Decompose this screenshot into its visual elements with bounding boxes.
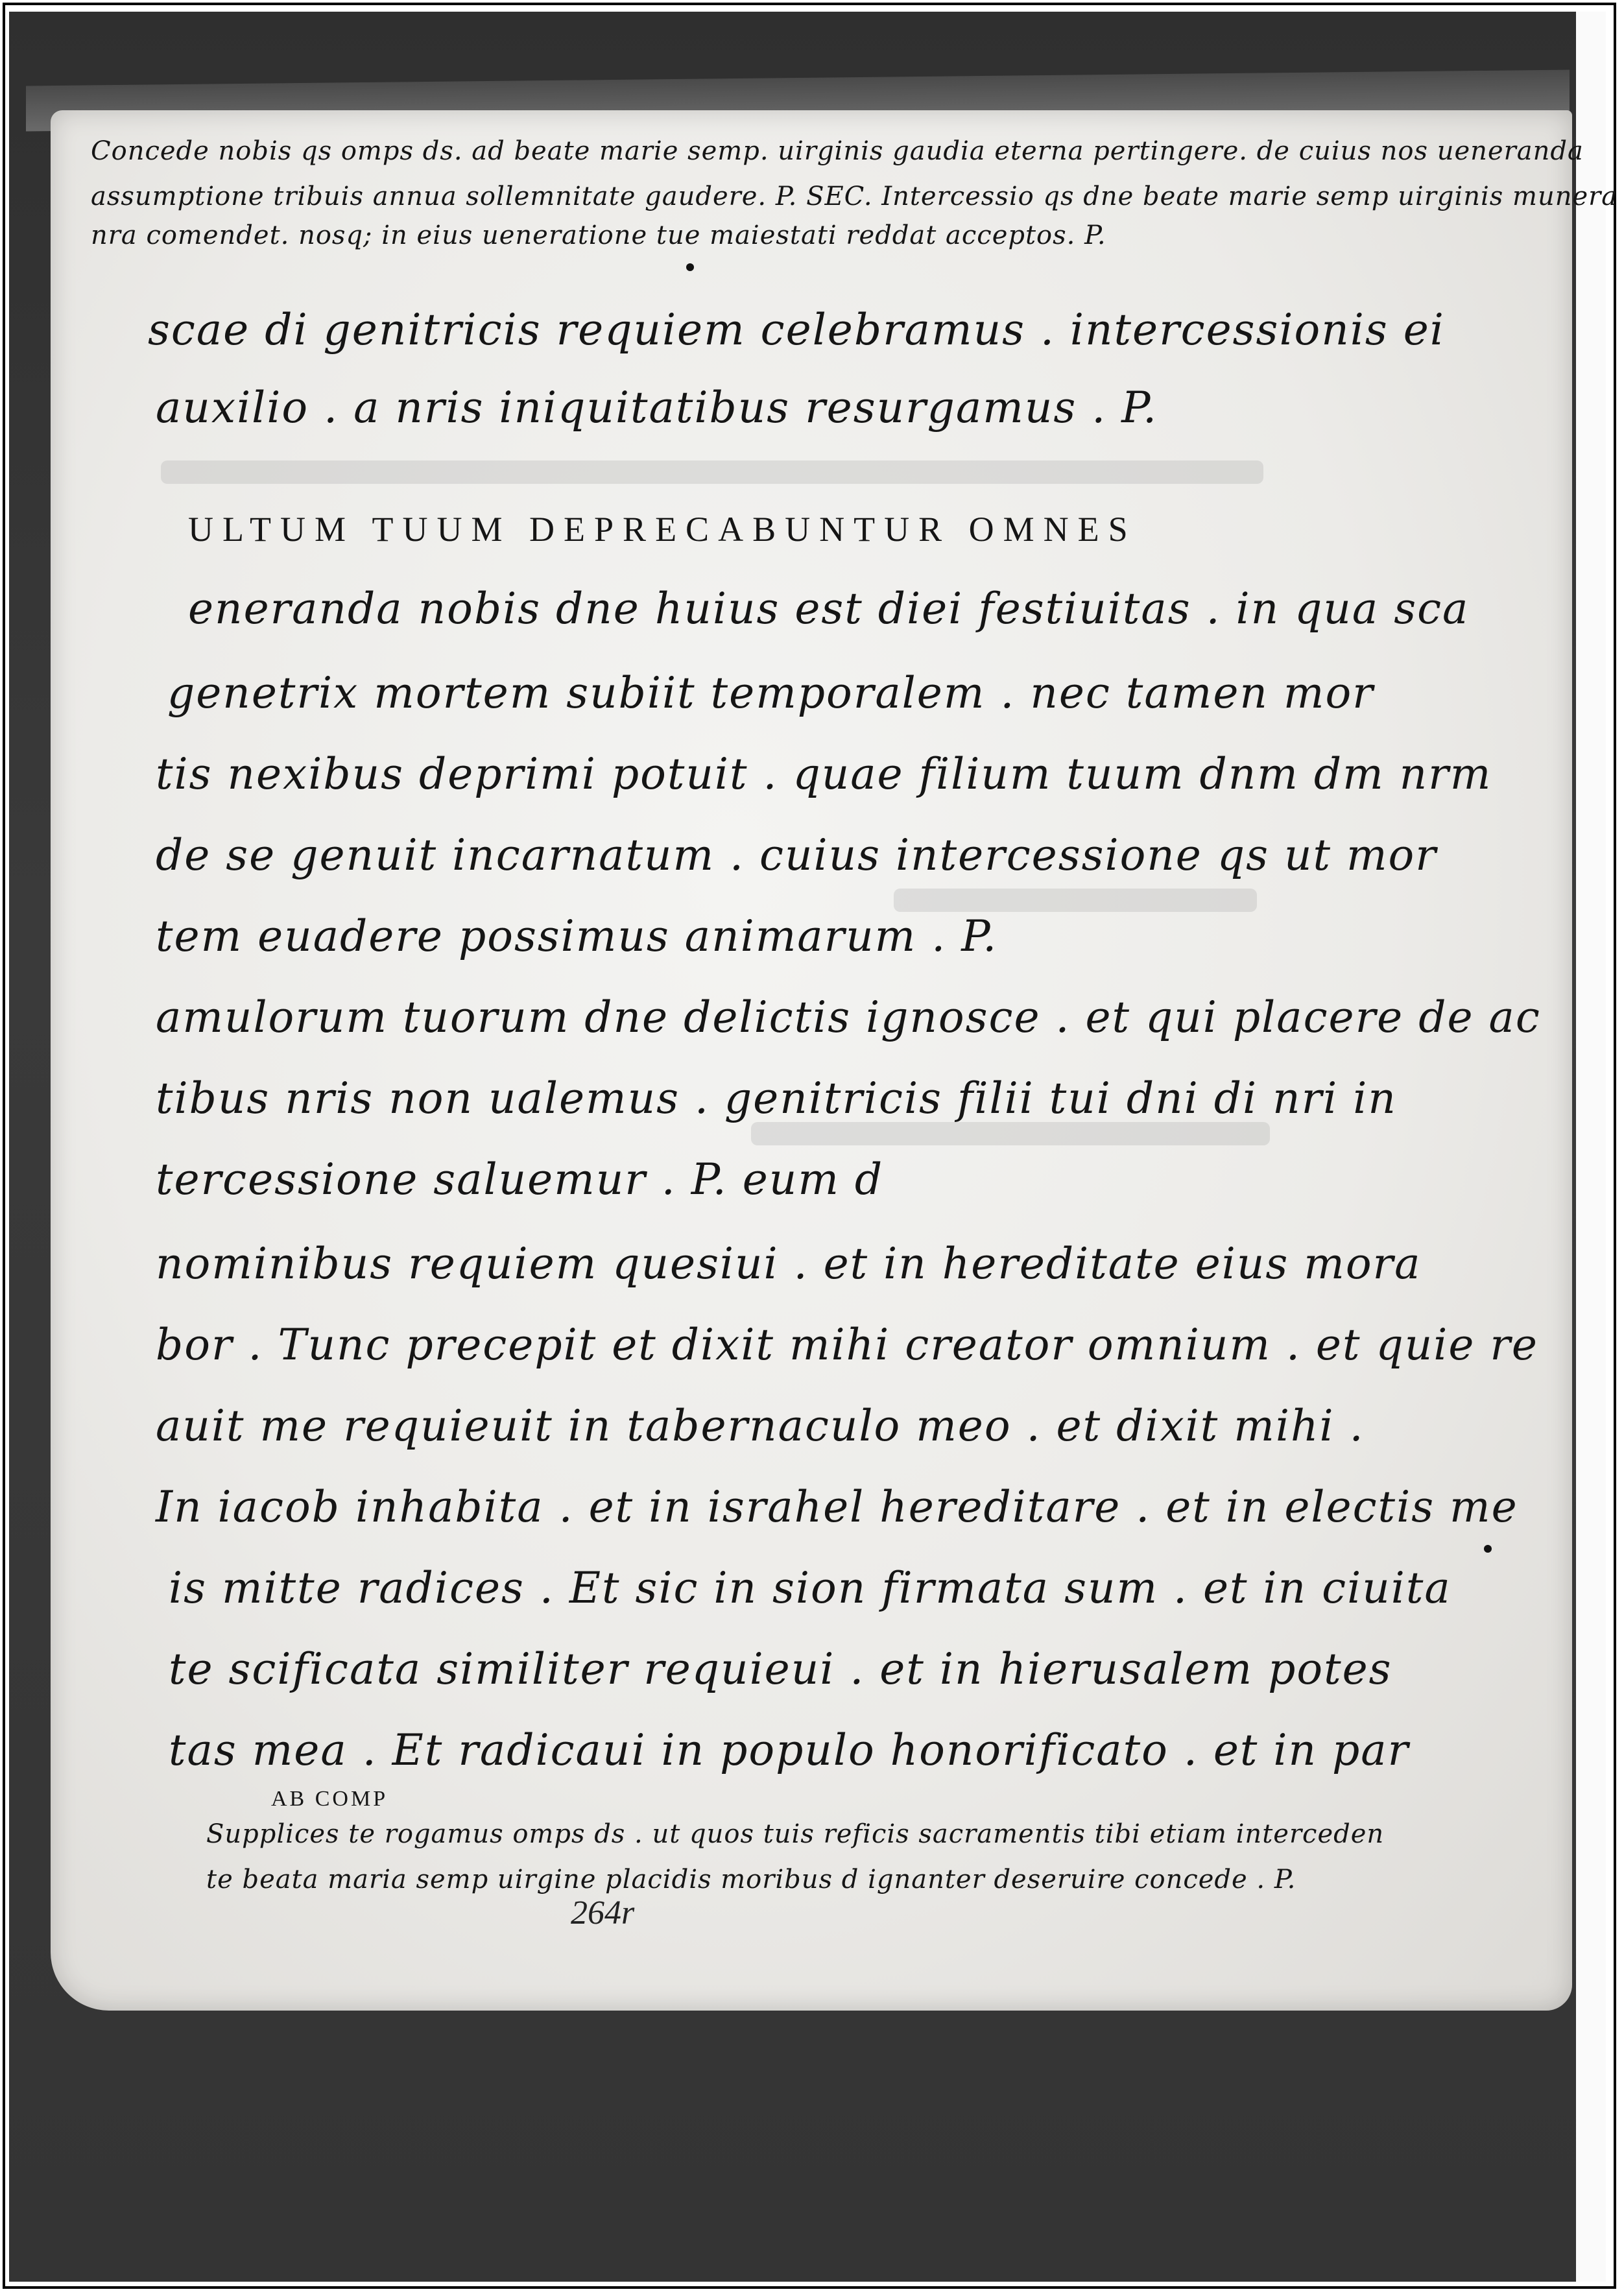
abcomp-label: AB COMP xyxy=(271,1787,388,1811)
header-line-3: nra comendet. nosq; in eius ueneratione tue maiestati reddat acceptos. P. xyxy=(91,221,1106,250)
body-line: amulorum tuorum dne delictis ignosce . et qui placere de ac xyxy=(156,992,1541,1042)
footer-line-1: Supplices te rogamus omps ds . ut quos tuis reficis sacramentis tibi etiam interceden xyxy=(206,1819,1385,1849)
body-line: tibus nris non ualemus . genitricis filii tui dni di nri in xyxy=(156,1073,1397,1123)
footer-line-2: te beata maria semp uirgine placidis moribus d ignanter deseruire concede . P. xyxy=(206,1865,1296,1894)
body-line: tas mea . Et radicaui in populo honorificato . et in par xyxy=(169,1725,1410,1775)
body-line: In iacob inhabita . et in israhel hereditare . et in electis me xyxy=(156,1482,1518,1532)
ink-spot xyxy=(1484,1545,1492,1553)
body-line: te scificata similiter requieui . et in hierusalem potes xyxy=(169,1644,1392,1694)
body-line: eneranda nobis dne huius est diei festiuitas . in qua sca xyxy=(188,584,1470,634)
header-line-2: assumptione tribuis annua sollemnitate gaudere. P. SEC. Intercessio qs dne beate marie semp uirginis munera xyxy=(91,182,1618,211)
right-margin xyxy=(1576,12,1606,2282)
body-line: bor . Tunc precepit et dixit mihi creator omnium . et quie re xyxy=(156,1320,1538,1370)
ink-spot xyxy=(686,263,694,271)
body-line: tercessione saluemur . P. eum d xyxy=(156,1154,884,1204)
folio-number: 264r xyxy=(571,1894,635,1931)
body-line: de se genuit incarnatum . cuius intercessione qs ut mor xyxy=(156,830,1437,880)
body-line: tem euadere possimus animarum . P. xyxy=(156,911,998,961)
body-line: tis nexibus deprimi potuit . quae filium tuum dnm dm nrm xyxy=(156,749,1492,799)
body-line: is mitte radices . Et sic in sion firmata sum . et in ciuita xyxy=(169,1563,1451,1613)
faded-text-trace xyxy=(894,889,1257,912)
main-line-2: auxilio . a nris iniquitatibus resurgamus . P. xyxy=(156,383,1158,433)
body-line: auit me requieuit in tabernaculo meo . et dixit mihi . xyxy=(156,1401,1365,1451)
body-line: nominibus requiem quesiui . et in hereditate eius mora xyxy=(156,1239,1422,1289)
manuscript-leaf xyxy=(51,110,1618,2011)
header-line-1: Concede nobis qs omps ds. ad beate marie semp. uirginis gaudia eterna pertingere. de cuius nos ueneranda xyxy=(91,136,1584,166)
rubric-heading: ULTUM TUUM DEPRECABUNTUR OMNES xyxy=(188,510,1137,549)
faded-text-trace xyxy=(751,1122,1270,1145)
body-line: genetrix mortem subiit temporalem . nec tamen mor xyxy=(167,668,1374,718)
main-line-1: scae di genitricis requiem celebramus . intercessionis ei xyxy=(148,305,1445,355)
faded-text-trace xyxy=(161,460,1263,484)
